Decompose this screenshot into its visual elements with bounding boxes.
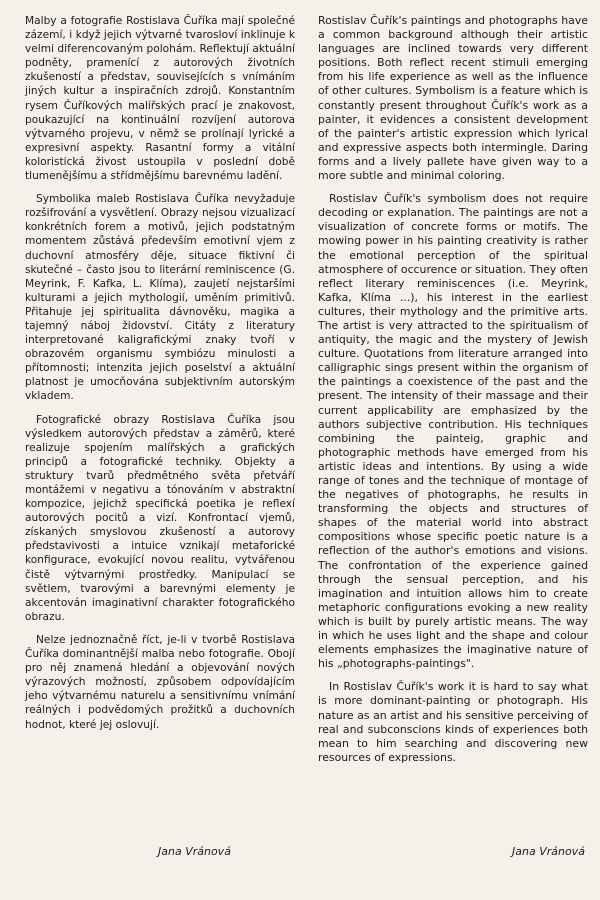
czech-author-signature: Jana Vránová	[158, 845, 231, 858]
czech-paragraph: Fotografické obrazy Rostislava Čuříka jsou výsledkem autorových představ a záměrů, které realizuje spojením malířských a grafických principů a fotografické techniky. Objekty a struktury tvarů předmětného světa přetváří montážemi v negativu a tónováním v abstraktní kompozice, jejichž specifická poetika je reflexí autorových pocitů a vizí. Konfrontací vjemů, získaných smyslovou zkušeností a autorovy představivosti a intuice vznikají metaforické konfigurace, evokující novou realitu, vytvářenou čistě výtvarnými prostředky. Manipulací se světlem, tvarovými a barevnými elementy je akcentován imaginativní charakter fotografického obrazu.	[25, 413, 295, 623]
czech-paragraph: Malby a fotografie Rostislava Čuříka mají společné zázemí, i když jejich výtvarné tvarosloví inklinuje k velmi diferencovaným polohám. Reflektují aktuální podněty, pramenící z autorových životních zkušeností a představ, souvisejících s vnímáním jiných kultur a inspiračních zdrojů. Konstantním rysem Čuříkových malířských prací je znakovost, poukazující na kontinuální rozvíjení autorova výtvarného projevu, v němž se prolínají lyrické a expresivní aspekty. Rasantní formy a vitální koloristická živost ustoupila v poslední době tlumenějšímu a střídmějšímu barevnému ladění.	[25, 15, 295, 183]
english-paragraph: In Rostislav Čuřík's work it is hard to say what is more dominant-painting or photograph. His nature as an artist and his sensitive perceiving of real and subconscions kinds of experiences both mean to him searching and discovering new resources of expressions.	[318, 680, 588, 764]
english-author-signature: Jana Vránová	[512, 845, 585, 858]
czech-paragraph: Nelze jednoznačně říct, je-li v tvorbě Rostislava Čuříka dominantnější malba nebo fotografie. Obojí pro něj znamená hledání a objevování nových výrazových možností, způsobem odpovídajícím jeho výtvarnému naturelu a sensitivnímu vnímání reálných i podvědomých prožitků a duchovních hodnot, které jej oslovují.	[25, 633, 295, 731]
czech-text-column	[25, 14, 295, 741]
english-paragraph: Rostislav Čuřík's symbolism does not require decoding or explanation. The paintings are not a visualization of concrete forms or motifs. The mowing power in his painting creativity is rather the emotional perception of the spiritual atmosphere of occurence or situation. They often reflect literary reminiscences (i.e. Meyrink, Kafka, Klíma ...), his interest in the earliest cultures, their mythology and the primitive arts. The artist is very attracted to the spiritualism of antiquity, the magic and the mystery of Jewish culture. Quotations from literature arranged into calligraphic sings present within the organism of the paintings a coexistence of the past and the present. The intensity of their massage and their current applicability are emphasized by the authors subjective contribution. His techniques combining the painteig, graphic and photographic methods have emerged from his artistic ideas and intentions. By using a wide range of tones and the technique of montage of the negatives of photographs, he results in transforming the objects and structures of shapes of the material world into abstract compositions whose specific poetic nature is a reflection of the author's emotions and visions. The confrontation of the experience gained through the sensual perception, and his imagination and intuition allows him to create metaphoric configurations evoking a new reality which is built by purely artistic means. The way in which he uses light and the shape and colour elements emphasizes the imaginative nature of his „photographs-paintings".	[318, 192, 588, 671]
english-text-column	[318, 14, 588, 774]
english-paragraph: Rostislav Čuřík's paintings and photographs have a common background although their artistic languages are inclined towards very different positions. Both reflect recent stimuli emerging from his life experience as well as the influence of other cultures. Symbolism is a feature which is constantly present throughout Čuřík's work as a painter, it evidences a consistent development of the painter's artistic expression which lyrical and expressive aspects both intermingle. Daring forms and a lively pallete have given way to a more subtle and minimal coloring.	[318, 14, 588, 183]
czech-paragraph: Symbolika maleb Rostislava Čuříka nevyžaduje rozšifrování a vysvětlení. Obrazy nejsou vizualizací konkrétních forem a motivů, jejich podstatným momentem zůstává především emotivní vjem z duchovní atmosféry děje, situace fiktivní či skutečné – často jsou to literární reminiscence (G. Meyrink, F. Kafka, L. Klíma), zaujetí nejstaršími kulturami a jejich mythologií, uměním primitivů. Přitahuje jej spiritualita dávnověku, magika a tajemný náboj židovství. Citáty z literatury interpretované kaligrafickými znaky tvoří v obrazovém organismu symbiózu minulosti a přítomnosti; intenzita jejich poselství a aktuální platnost je umocňována subjektivním autorským vkladem.	[25, 193, 295, 403]
